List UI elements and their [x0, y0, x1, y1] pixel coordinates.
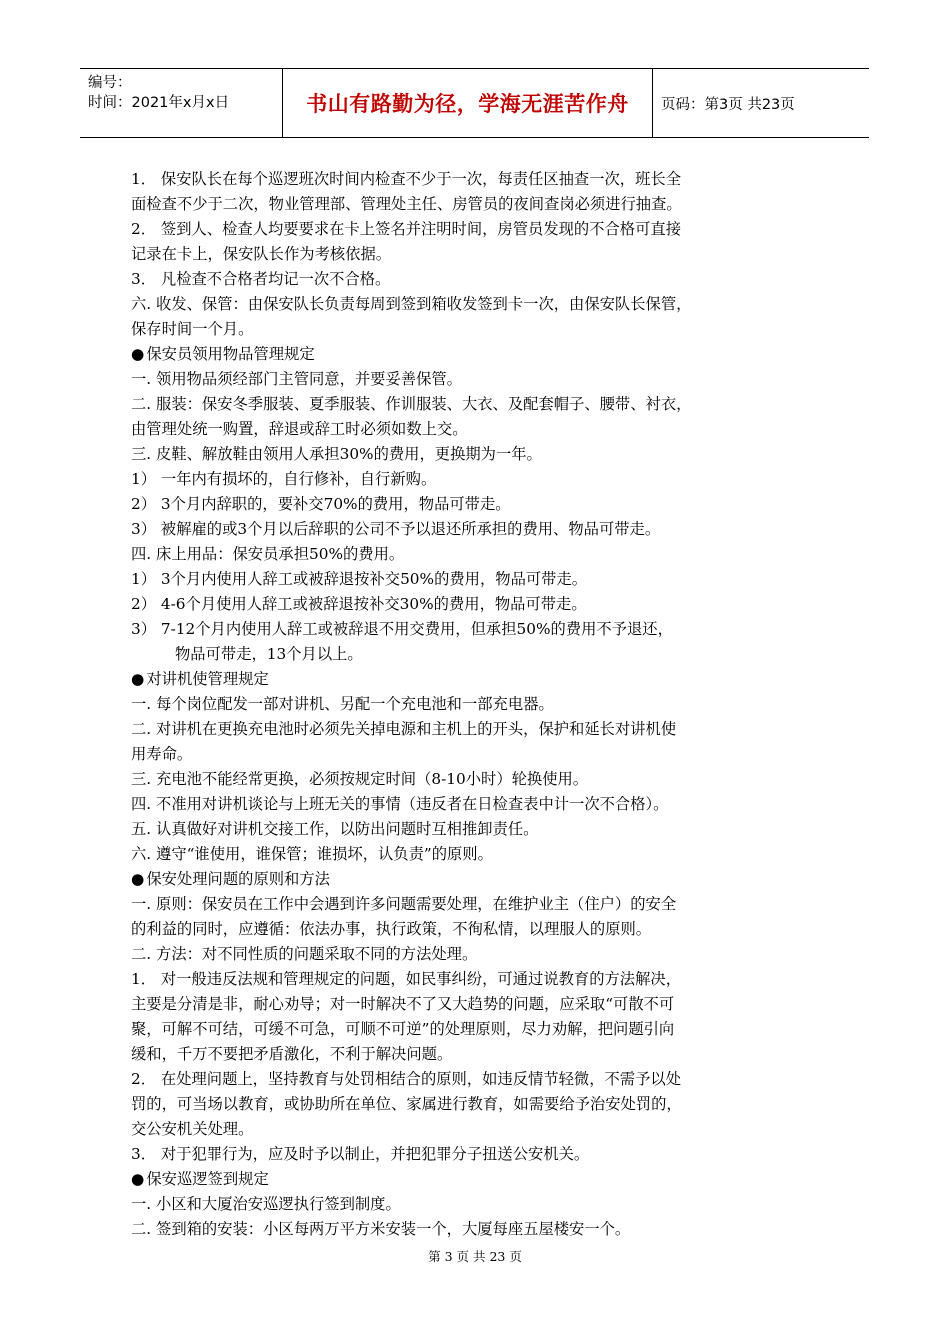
section-heading: ● 保安巡逻签到规定 [131, 1167, 831, 1192]
text-line: 二. 对讲机在更换充电池时必须先关掉电源和主机上的开头，保护和延长对讲机使 [131, 720, 677, 738]
text-line: 一. 小区和大厦治安巡逻执行签到制度。 [131, 1195, 401, 1213]
header-meta [80, 69, 283, 137]
text-line: 二. 服装：保安冬季服装、夏季服装、作训服装、大衣、及配套帽子、腰带、衬衣， [131, 395, 692, 413]
text-line: 交公安机关处理。 [131, 1120, 254, 1138]
text-line: 保存时间一个月。 [131, 320, 254, 338]
text-line: 三. 皮鞋、解放鞋由领用人承担30%的费用，更换期为一年。 [131, 445, 542, 463]
page-footer: 第 3 页 共 23 页 [428, 1249, 522, 1264]
text-line: 二. 方法：对不同性质的问题采取不同的方法处理。 [131, 945, 478, 963]
header-motto: 书山有路勤为径，学海无涯苦作舟 [306, 92, 629, 116]
text-line: 2） 4-6个月使用人辞工或被辞退按补交30%的费用，物品可带走。 [131, 595, 587, 613]
text-line: 聚，可解不可结，可缓不可急，可顺不可逆”的处理原则，尽力劝解，把问题引向 [131, 1020, 675, 1038]
text-line: 1） 一年内有损坏的，自行修补，自行新购。 [131, 470, 437, 488]
text-line: 3． 对于犯罪行为，应及时予以制止，并把犯罪分子扭送公安机关。 [131, 1145, 590, 1163]
text-line: 罚的，可当场以教育，或协助所在单位、家属进行教育，如需要给予治安处罚的， [131, 1095, 682, 1113]
text-line: 记录在卡上，保安队长作为考核依据。 [131, 245, 392, 263]
text-line: 面检查不少于二次，物业管理部、管理处主任、房管员的夜间查岗必须进行抽查。 [131, 195, 682, 213]
text-line: 1． 对一般违反法规和管理规定的问题，如民事纠纷，可通过说教育的方法解决， [131, 970, 681, 988]
text-line: 一. 每个岗位配发一部对讲机、另配一个充电池和一部充电器。 [131, 695, 554, 713]
text-line: 二. 签到箱的安装：小区每两万平方米安装一个，大厦每座五屋楼安一个。 [131, 1220, 631, 1238]
text-line: 缓和，千万不要把矛盾激化，不利于解决问题。 [131, 1045, 453, 1063]
section-heading: ● 保安员领用物品管理规定 [131, 342, 831, 367]
text-line: 的利益的同时，应遵循：依法办事，执行政策，不徇私情，以理服人的原则。 [131, 920, 652, 938]
text-line: 3） 被解雇的或3个月以后辞职的公司不予以退还所承担的费用、物品可带走。 [131, 520, 661, 538]
document-number: 编号： [88, 75, 132, 91]
text-line: 2． 签到人、检查人均要要求在卡上签名并注明时间，房管员发现的不合格可直接 [131, 220, 681, 238]
text-line: 3） 7-12个月内使用人辞工或被辞退不用交费用，但承担50%的费用不予退还， [131, 620, 673, 638]
text-line: 物品可带走，13个月以上。 [175, 645, 363, 663]
text-line: 3． 凡检查不合格者均记一次不合格。 [131, 270, 391, 288]
section-heading: ● 对讲机使管理规定 [131, 667, 831, 692]
document-body [131, 167, 831, 1242]
header-page-info: 页码：第3页 共23页 [661, 96, 795, 113]
text-line: 六. 收发、保管：由保安队长负责每周到签到箱收发签到卡一次，由保安队长保管， [131, 295, 692, 313]
header-motto-cell [283, 69, 653, 137]
text-line: 四. 床上用品：保安员承担50%的费用。 [131, 545, 405, 563]
text-line: 由管理处统一购置，辞退或辞工时必须如数上交。 [131, 420, 468, 438]
text-line: 三. 充电池不能经常更换，必须按规定时间（8-10小时）轮换使用。 [131, 770, 589, 788]
text-line: 六. 遵守“谁使用，谁保管；谁损坏，认负责”的原则。 [131, 845, 493, 863]
section-heading: ● 保安处理问题的原则和方法 [131, 867, 831, 892]
text-line: 1） 3个月内使用人辞工或被辞退按补交50%的费用，物品可带走。 [131, 570, 588, 588]
text-line: 一. 领用物品须经部门主管同意，并要妥善保管。 [131, 370, 462, 388]
text-line: 五. 认真做好对讲机交接工作，以防出问题时互相推卸责任。 [131, 820, 539, 838]
document-header [80, 68, 869, 138]
text-line: 四. 不准用对讲机谈论与上班无关的事情（违反者在日检查表中计一次不合格）。 [131, 795, 669, 813]
text-line: 1． 保安队长在每个巡逻班次时间内检查不少于一次，每责任区抽查一次，班长全 [131, 170, 681, 188]
text-line: 2． 在处理问题上，坚持教育与处罚相结合的原则，如违反情节轻微，不需予以处 [131, 1070, 681, 1088]
text-line: 主要是分清是非，耐心劝导；对一时解决不了又大趋势的问题，应采取“可散不可 [131, 995, 675, 1013]
document-date: 时间：2021年x月x日 [88, 95, 230, 111]
text-line: 一. 原则：保安员在工作中会遇到许多问题需要处理，在维护业主（住户）的安全 [131, 895, 677, 913]
text-line: 2） 3个月内辞职的，要补交70%的费用，物品可带走。 [131, 495, 511, 513]
text-line: 用寿命。 [131, 745, 193, 763]
header-page-info-cell [653, 69, 869, 137]
